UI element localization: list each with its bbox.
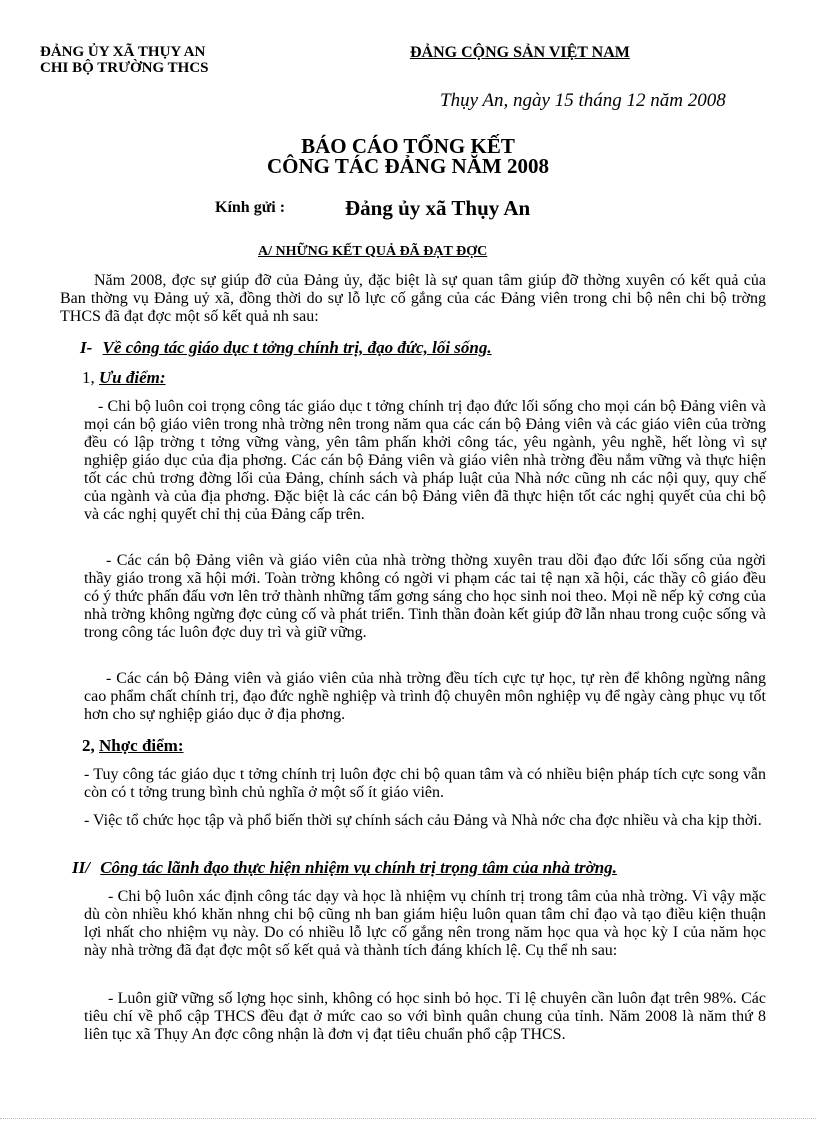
section-1-title: Về công tác giáo dục t tởng chính trị, đạo đức, lối sống. (102, 338, 492, 357)
section-1-heading (80, 338, 492, 358)
org-line-2: CHI BỘ TRƯỜNG THCS (40, 60, 209, 76)
section-1-number: I- (80, 338, 93, 357)
party-header: ĐẢNG CỘNG SẢN VIỆT NAM (410, 44, 630, 61)
paragraph-weakness-1: - Tuy công tác giáo dục t tởng chính trị luôn đợc chi bộ quan tâm và có nhiều biện pháp tích cực song vẫn còn có t tởng trung bình chủ nghĩa ở một số ít giáo viên. (84, 766, 766, 801)
paragraph-task-1: - Chi bộ luôn xác định công tác dạy và học là nhiệm vụ chính trị trong tâm của nhà trờng. Vì vậy mặc dù còn nhiều khó khăn nhng chi bộ cũng nh ban giám hiệu luôn quan tâm chỉ đạo và tạo điều kiện thuận lợi nhất cho nhiệm vụ này. Do có nhiều lỗ lực cố gắng nên trong năm học qua và học kỳ I của năm học này nhà trờng đã đạt đợc một số kết quả và thành tích đáng khích lệ. Cụ thể nh sau: (84, 888, 766, 959)
section-2-title: Công tác lãnh đạo thực hiện nhiệm vụ chính trị trọng tâm của nhà trờng. (100, 858, 617, 877)
addressee-label: Kính gửi : (215, 199, 286, 216)
subsection-1-title: Ưu điểm: (99, 368, 166, 387)
subsection-2-heading (82, 736, 184, 756)
section-2-heading (72, 858, 617, 878)
paragraph-advantage-2: - Các cán bộ Đảng viên và giáo viên của nhà trờng thờng xuyên trau dồi đạo đức lối sống của ngời thầy giáo trong xã hội mới. Toàn trờng không có ngời vi phạm các tai tệ nạn xã hội, các thầy cô giáo đều có ý thức phấn đấu vơn lên trở thành những tấm gơng sáng cho học sinh noi theo. Mọi nề nếp kỷ cơng của nhà trờng không ngừng đợc củng cố và phát triển. Tinh thần đoàn kết giúp đỡ lẫn nhau trong cuộc sống và trong công tác luôn đợc duy trì và giữ vững. (84, 552, 766, 641)
organization-header (40, 44, 209, 76)
intro-paragraph: Năm 2008, đợc sự giúp đỡ của Đảng ủy, đặc biệt là sự quan tâm giúp đỡ thờng xuyên có kết quả của Ban thờng vụ Đảng uỷ xã, đồng thời do sự lỗ lực cố gắng của các Đảng viên trong chi bộ nên chi bộ trờng THCS đã đạt đợc một số kết quả nh sau: (60, 272, 766, 325)
paragraph-task-2: - Luôn giữ vững số lợng học sinh, không có học sinh bỏ học. Tỉ lệ chuyên cần luôn đạt trên 98%. Các tiêu chí về phổ cập THCS đều đạt ở mức cao so với bình quân chung của tỉnh. Năm 2008 là năm thứ 8 liên tục xã Thụy An đợc công nhận là đơn vị đạt tiêu chuẩn phổ cập THCS. (84, 990, 766, 1043)
subsection-2-title: Nhợc điểm: (99, 736, 184, 755)
subsection-1-number: 1, (82, 368, 95, 387)
date-line: Thụy An, ngày 15 tháng 12 năm 2008 (440, 90, 726, 111)
subsection-2-number: 2, (82, 736, 95, 755)
page-bottom-divider (0, 1118, 816, 1120)
paragraph-advantage-3: - Các cán bộ Đảng viên và giáo viên của nhà trờng đều tích cực tự học, tự rèn để không ngừng nâng cao phẩm chất chính trị, đạo đức nghề nghiệp và trình độ chuyên môn nghiệp vụ để ngày càng phục vụ tốt hơn cho sự nghiệp giáo dục ở địa phơng. (84, 670, 766, 723)
addressee-recipient: Đảng ủy xã Thụy An (345, 196, 531, 220)
paragraph-advantage-1: - Chi bộ luôn coi trọng công tác giáo dục t tởng chính trị đạo đức lối sống cho mọi cán bộ Đảng viên và mọi cán bộ giáo viên trong nhà trờng nên trong năm qua các cán bộ Đảng viên và các giáo viên của trờng đều có lập trờng t tởng vững vàng, yên tâm phấn khởi công tác, yêu ngành, yêu nghề, hết lòng vì sự nghiệp giáo dục của địa phơng. Các cán bộ Đảng viên và giáo viên nhà trờng đều nắm vững và thực hiện tốt các chủ trơng đờng lối của Đảng, chính sách và pháp luật của Nhà nớc cũng nh các nội quy, quy chế của ngành và của địa phơng. Đặc biệt là các cán bộ Đảng viên đã thực hiện tốt các nghị quyết của chi bộ và các nghị quyết chỉ thị của Đảng cấp trên. (84, 398, 766, 523)
section-2-number: II/ (72, 858, 90, 877)
report-title-line-1: BÁO CÁO TỔNG KẾT (301, 134, 515, 158)
subsection-1-heading (82, 368, 166, 388)
report-title-line-2: CÔNG TÁC ĐẢNG NĂM 2008 (267, 154, 549, 178)
org-line-1: ĐẢNG ỦY XÃ THỤY AN (40, 44, 206, 60)
section-a-heading: A/ NHỮNG KẾT QUẢ ĐÃ ĐẠT ĐỢC (258, 244, 488, 259)
paragraph-weakness-2: - Việc tổ chức học tập và phổ biến thời sự chính sách cảu Đảng và Nhà nớc cha đợc nhiều và cha kịp thời. (84, 812, 762, 829)
